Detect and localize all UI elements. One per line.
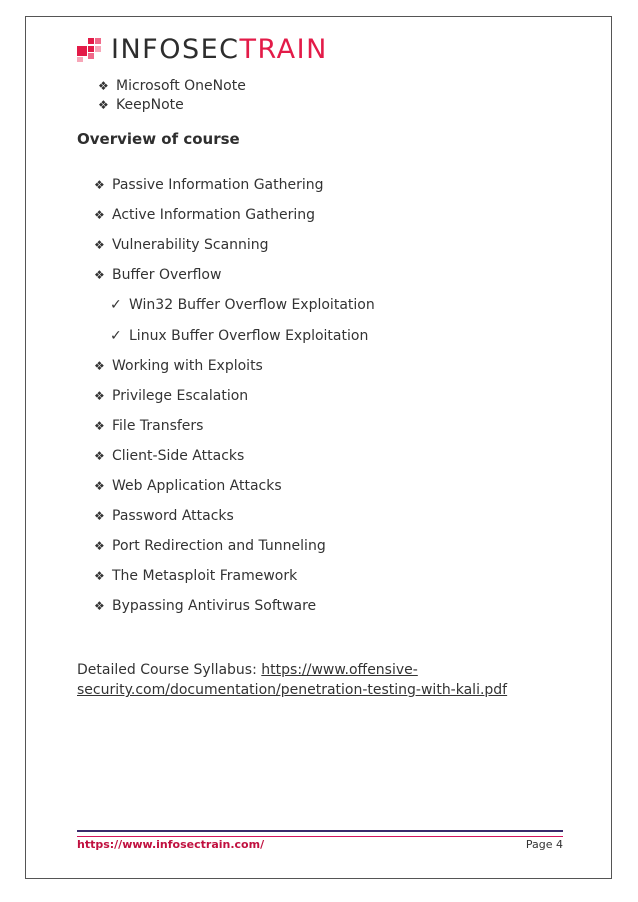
overview-item <box>94 320 375 350</box>
overview-item-label: Vulnerability Scanning <box>112 237 269 254</box>
overview-item-label: Win32 Buffer Overflow Exploitation <box>129 297 375 314</box>
overview-item <box>94 501 375 531</box>
overview-item <box>94 381 375 411</box>
brand-logo <box>77 36 328 63</box>
checkmark-bullet-icon: ✓ <box>110 327 122 344</box>
syllabus-label: Detailed Course Syllabus: <box>77 662 262 678</box>
list-item <box>98 95 246 114</box>
brand-wordmark <box>111 36 328 63</box>
diamond-bullet-icon: ❖ <box>94 539 105 554</box>
diamond-bullet-icon: ❖ <box>94 358 105 373</box>
overview-item-label: File Transfers <box>112 417 204 434</box>
diamond-bullet-icon: ❖ <box>94 268 105 283</box>
brand-name-part2: TRAIN <box>239 34 328 65</box>
overview-item <box>94 411 375 441</box>
diamond-bullet-icon: ❖ <box>94 388 105 403</box>
diamond-bullet-icon: ❖ <box>94 509 105 524</box>
footer-page-number: Page 4 <box>525 838 563 851</box>
section-title: Overview of course <box>77 130 240 148</box>
overview-item-label: Bypassing Antivirus Software <box>112 598 317 615</box>
overview-item <box>94 591 375 621</box>
overview-item-label: Active Information Gathering <box>112 207 316 224</box>
overview-item-label: Port Redirection and Tunneling <box>112 538 326 555</box>
diamond-bullet-icon: ❖ <box>94 569 105 584</box>
overview-item <box>94 170 375 200</box>
overview-item <box>94 290 375 320</box>
list-item-label: KeepNote <box>116 96 184 113</box>
footer-url[interactable]: https://www.infosectrain.com/ <box>77 838 265 851</box>
diamond-bullet-icon: ❖ <box>94 599 105 614</box>
list-item <box>98 76 246 95</box>
overview-item-label: Web Application Attacks <box>112 477 282 494</box>
list-item-label: Microsoft OneNote <box>116 77 246 94</box>
overview-item <box>94 441 375 471</box>
overview-item <box>94 230 375 260</box>
diamond-bullet-icon: ❖ <box>94 418 105 433</box>
overview-item-label: Buffer Overflow <box>112 267 222 284</box>
diamond-bullet-icon: ❖ <box>94 448 105 463</box>
overview-item <box>94 351 375 381</box>
diamond-bullet-icon: ❖ <box>98 78 109 93</box>
overview-item-label: Passive Information Gathering <box>112 177 324 194</box>
diamond-bullet-icon: ❖ <box>94 238 105 253</box>
diamond-bullet-icon: ❖ <box>94 478 105 493</box>
overview-list <box>94 170 375 621</box>
overview-item-label: Client-Side Attacks <box>112 447 245 464</box>
overview-item <box>94 561 375 591</box>
syllabus-paragraph <box>77 660 537 700</box>
overview-item-label: Working with Exploits <box>112 357 263 374</box>
overview-item <box>94 471 375 501</box>
footer-divider <box>77 830 563 837</box>
overview-item-label: Privilege Escalation <box>112 387 249 404</box>
checkmark-bullet-icon: ✓ <box>110 297 122 314</box>
overview-item-label: The Metasploit Framework <box>112 568 298 585</box>
diamond-bullet-icon: ❖ <box>98 97 109 112</box>
overview-item-label: Linux Buffer Overflow Exploitation <box>129 327 369 344</box>
brand-name-part1: INFOSEC <box>111 34 240 65</box>
syllabus-link[interactable]: https://www.offensive-security.com/documentation/penetration-testing-with-kali.pdf <box>77 662 508 698</box>
overview-item <box>94 200 375 230</box>
diamond-bullet-icon: ❖ <box>94 208 105 223</box>
overview-item <box>94 260 375 290</box>
overview-item-label: Password Attacks <box>112 508 234 525</box>
tools-list <box>98 76 246 114</box>
overview-item <box>94 531 375 561</box>
brand-grid-icon <box>77 38 101 62</box>
diamond-bullet-icon: ❖ <box>94 178 105 193</box>
